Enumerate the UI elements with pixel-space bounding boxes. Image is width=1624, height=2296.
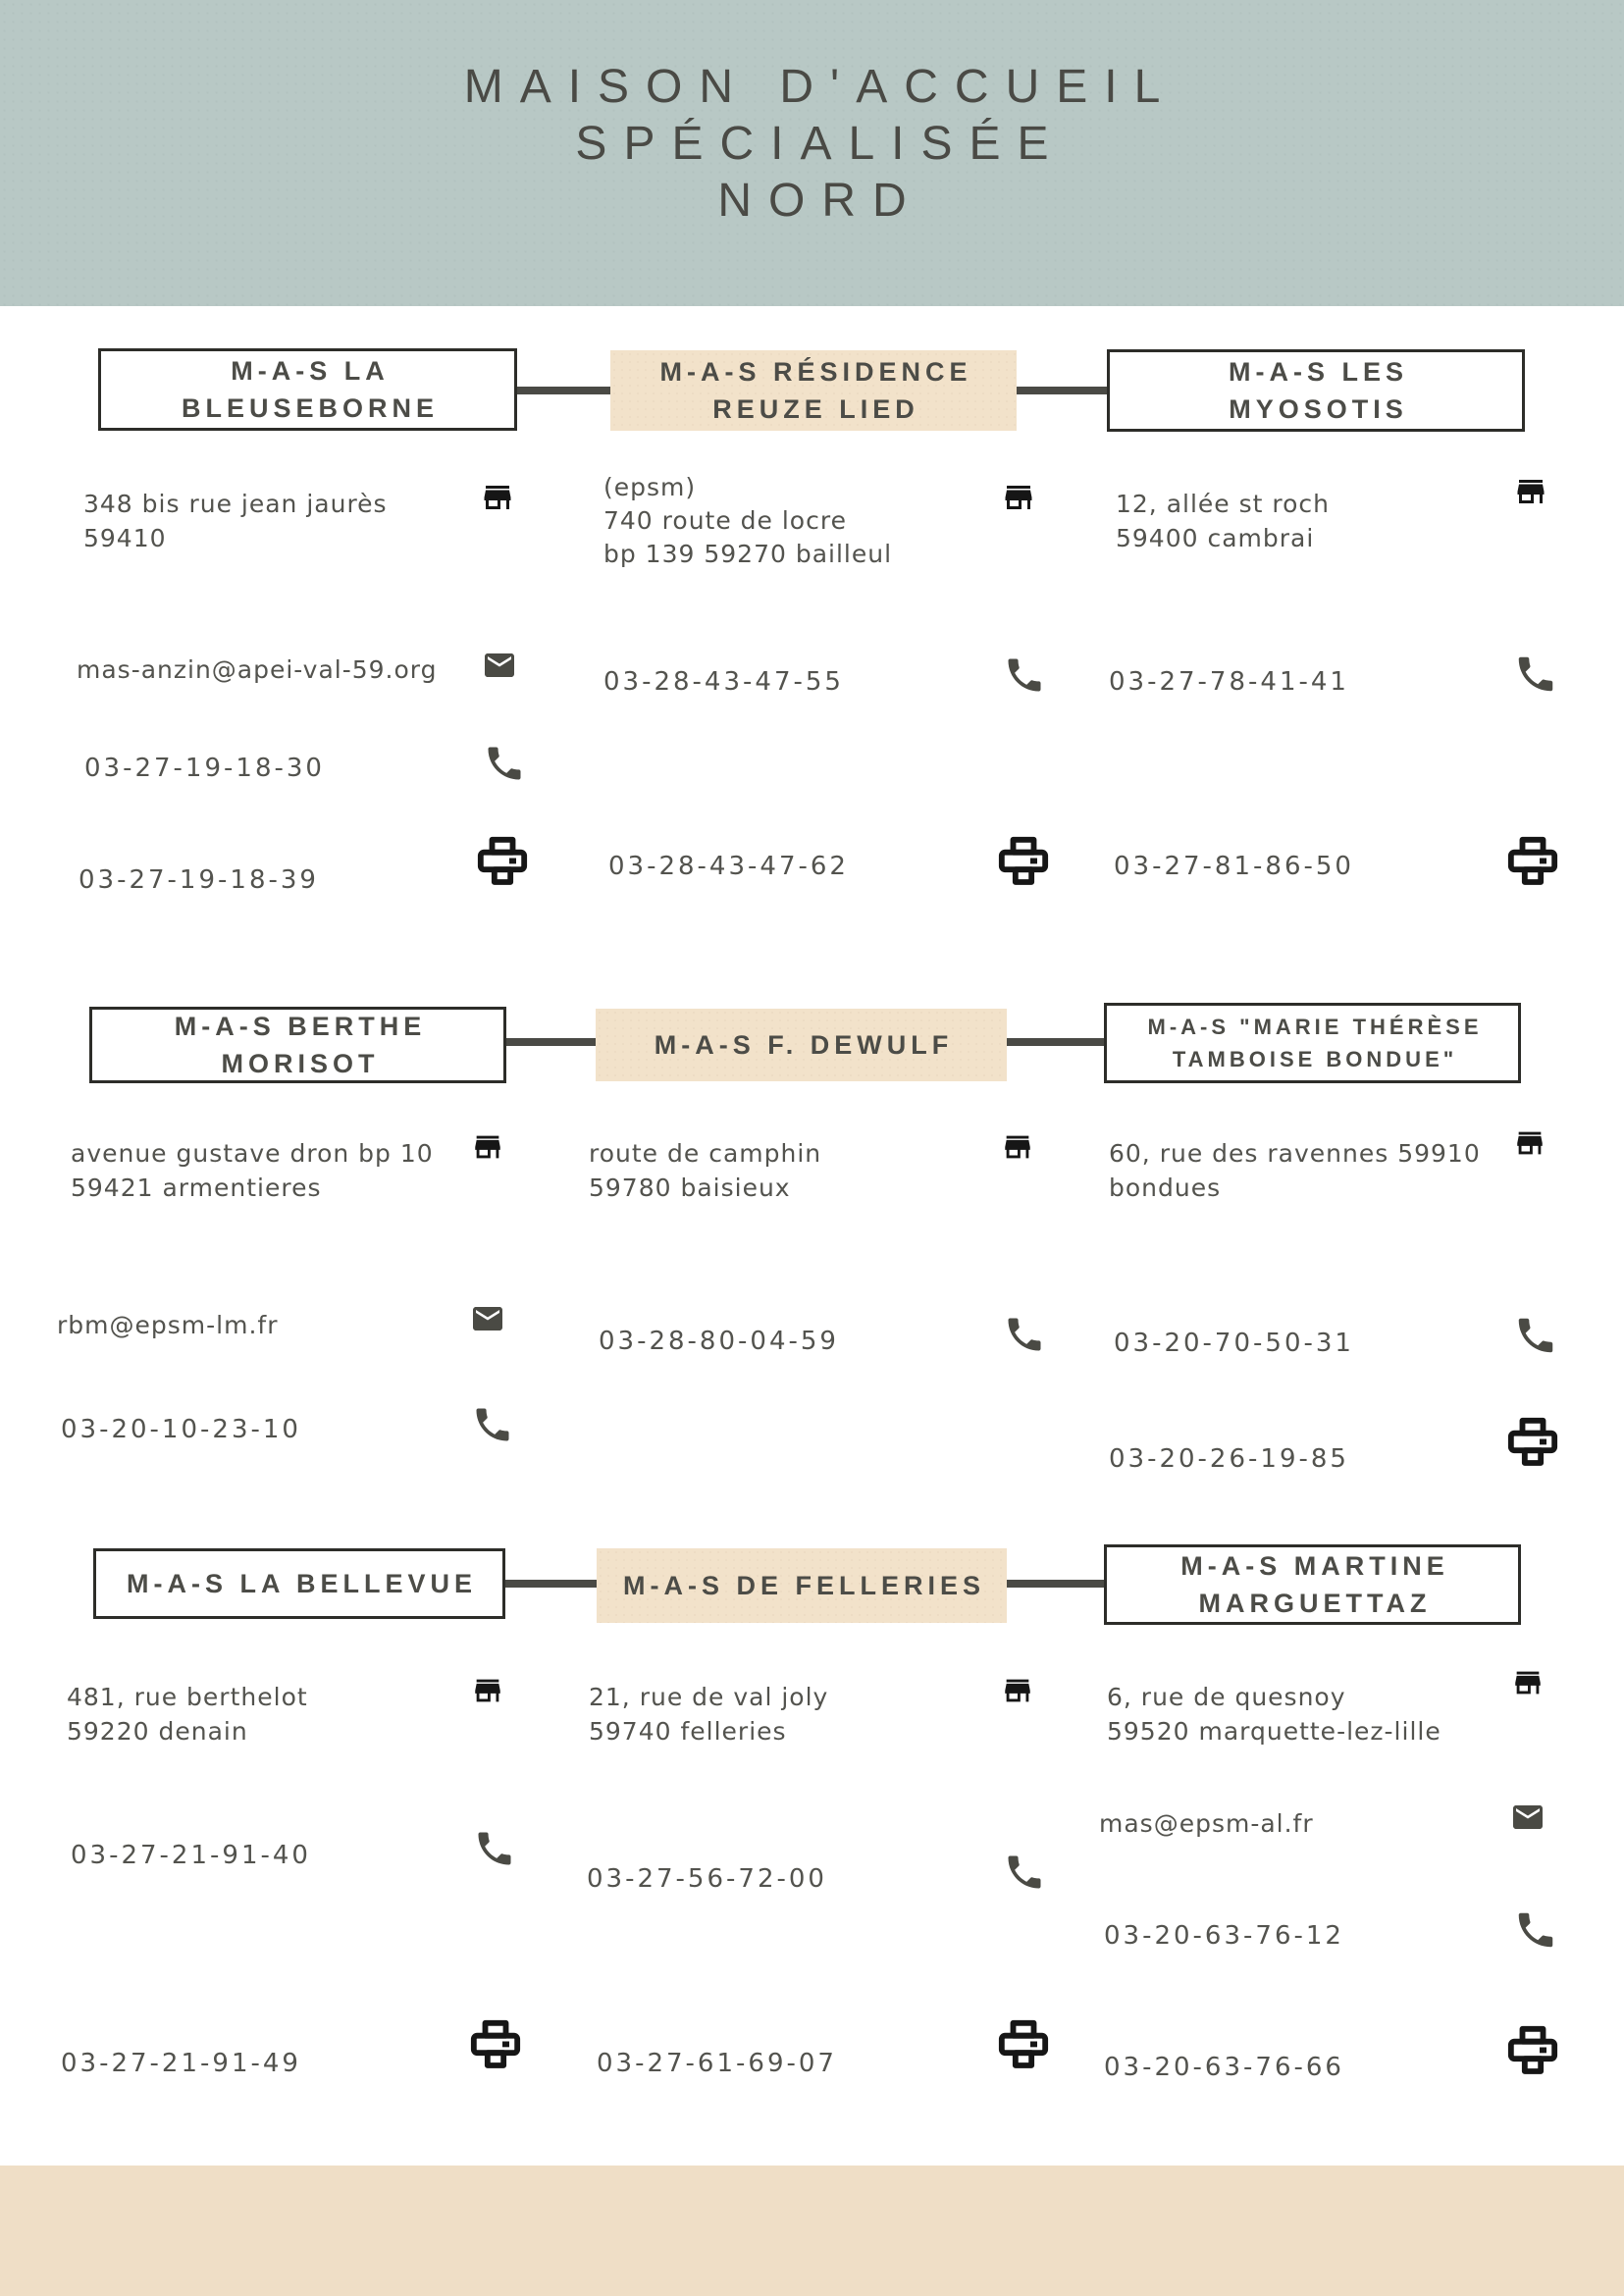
address-line: 59740 felleries	[589, 1717, 787, 1746]
facility-title: MORISOT	[221, 1049, 380, 1078]
storefront-icon	[999, 1130, 1036, 1164]
phone-value: 03-20-63-76-12	[1104, 1921, 1344, 1951]
phone-icon	[471, 1403, 514, 1446]
address-line: 59410	[83, 524, 167, 552]
phone-value: 03-27-56-72-00	[587, 1864, 827, 1894]
facility-title-box-bleuseborne	[98, 348, 517, 431]
envelope-icon	[479, 648, 520, 683]
address-text	[1107, 1680, 1509, 1748]
footer-strip	[0, 2166, 1624, 2296]
address-line: 59400 cambrai	[1116, 524, 1315, 552]
fax-value: 03-27-21-91-49	[61, 2049, 301, 2078]
phone-icon	[1003, 653, 1046, 697]
storefront-icon	[999, 480, 1038, 515]
phone-icon	[1003, 1851, 1046, 1894]
address-line: 59421 armentieres	[71, 1174, 322, 1202]
facility-title-box-marie-therese	[1104, 1003, 1521, 1083]
connector-line	[1007, 1038, 1104, 1046]
facility-title-box-martine-marguettaz	[1104, 1544, 1521, 1625]
address-text	[67, 1680, 459, 1748]
facility-title: MYOSOTIS	[1229, 394, 1408, 424]
connector-line	[506, 1038, 596, 1046]
storefront-icon	[1511, 1126, 1548, 1160]
facility-title-box-f-dewulf	[596, 1009, 1007, 1081]
facility-title: M-A-S F. DEWULF	[654, 1030, 954, 1060]
phone-icon	[1513, 1313, 1558, 1358]
facility-title: M-A-S LES	[1229, 357, 1408, 387]
page-title-line: SPÉCIALISÉE	[575, 118, 1066, 170]
facility-title-box-reuze-lied	[610, 350, 1017, 431]
connector-line	[1007, 1580, 1104, 1588]
phone-value: 03-20-10-23-10	[61, 1415, 301, 1444]
facility-title: M-A-S LA BELLEVUE	[127, 1569, 477, 1598]
phone-icon	[1513, 1907, 1558, 1953]
fax-value: 03-27-81-86-50	[1114, 852, 1354, 881]
page-title-line: NORD	[717, 175, 923, 227]
phone-icon	[1513, 652, 1558, 697]
email-value: rbm@epsm-lm.fr	[57, 1311, 279, 1339]
phone-icon	[473, 1827, 516, 1870]
address-line: bp 139 59270 bailleul	[603, 540, 893, 568]
printer-icon	[1504, 2023, 1561, 2078]
email-value: mas-anzin@apei-val-59.org	[77, 655, 438, 684]
facility-title: M-A-S "MARIE THÉRÈSE	[1147, 1015, 1483, 1039]
address-line: 481, rue berthelot	[67, 1683, 308, 1711]
address-line: avenue gustave dron bp 10	[71, 1139, 434, 1168]
facility-title: BLEUSEBORNE	[181, 393, 440, 423]
facility-title: REUZE LIED	[712, 394, 919, 424]
address-line: 348 bis rue jean jaurès	[83, 490, 388, 518]
storefront-icon	[469, 1130, 506, 1164]
facility-title-box-berthe-morisot	[89, 1007, 506, 1083]
connector-line	[505, 1580, 597, 1588]
connector-line	[1017, 387, 1107, 394]
address-line: 21, rue de val joly	[589, 1683, 829, 1711]
storefront-icon	[478, 480, 517, 515]
page-title-line: MAISON D'ACCUEIL	[463, 61, 1178, 113]
fax-value: 03-20-26-19-85	[1109, 1444, 1349, 1474]
printer-icon	[474, 834, 531, 889]
printer-icon	[1504, 1415, 1561, 1470]
address-line: 12, allée st roch	[1116, 490, 1331, 518]
page-title	[0, 59, 1624, 230]
header-banner	[0, 0, 1624, 306]
facility-title: M-A-S LA	[231, 356, 390, 386]
printer-icon	[995, 2017, 1052, 2072]
address-line: 740 route de locre	[603, 506, 847, 535]
phone-value: 03-27-19-18-30	[84, 754, 325, 783]
phone-value: 03-28-43-47-55	[603, 667, 844, 697]
address-text	[1109, 1136, 1501, 1205]
facility-title: M-A-S BERTHE	[174, 1012, 427, 1041]
address-text	[603, 471, 996, 571]
address-line: 6, rue de quesnoy	[1107, 1683, 1346, 1711]
printer-icon	[467, 2017, 524, 2072]
facility-title: MARGUETTAZ	[1198, 1589, 1432, 1618]
facility-title-box-myosotis	[1107, 349, 1525, 432]
address-line: 59780 baisieux	[589, 1174, 791, 1202]
printer-icon	[1504, 834, 1561, 889]
address-line: 59520 marquette-lez-lille	[1107, 1717, 1441, 1746]
address-line: route de camphin	[589, 1139, 822, 1168]
phone-icon	[483, 742, 526, 785]
fax-value: 03-27-61-69-07	[597, 2049, 837, 2078]
envelope-icon	[467, 1301, 508, 1336]
phone-value: 03-20-70-50-31	[1114, 1329, 1354, 1358]
address-line: 60, rue des ravennes 59910	[1109, 1139, 1481, 1168]
storefront-icon	[999, 1674, 1036, 1707]
phone-value: 03-28-80-04-59	[599, 1327, 839, 1356]
facility-title: M-A-S RÉSIDENCE	[659, 357, 972, 387]
storefront-icon	[1511, 474, 1550, 509]
address-line: (epsm)	[603, 473, 697, 501]
storefront-icon	[1509, 1666, 1546, 1699]
fax-value: 03-20-63-76-66	[1104, 2053, 1344, 2082]
facility-title: M-A-S MARTINE	[1180, 1551, 1449, 1581]
address-text	[589, 1136, 981, 1205]
printer-icon	[995, 834, 1052, 889]
address-line: bondues	[1109, 1174, 1222, 1202]
fax-value: 03-27-19-18-39	[79, 865, 319, 895]
address-text	[1116, 487, 1498, 555]
phone-value: 03-27-78-41-41	[1109, 667, 1349, 697]
connector-line	[517, 387, 610, 394]
address-line: 59220 denain	[67, 1717, 248, 1746]
envelope-icon	[1507, 1800, 1548, 1835]
address-text	[589, 1680, 981, 1748]
phone-value: 03-27-21-91-40	[71, 1841, 311, 1870]
address-text	[83, 487, 466, 555]
facility-title: TAMBOISE BONDUE"	[1172, 1047, 1458, 1071]
storefront-icon	[469, 1674, 506, 1707]
email-value: mas@epsm-al.fr	[1099, 1809, 1314, 1838]
facility-title-box-de-felleries	[597, 1548, 1007, 1623]
facility-title-box-la-bellevue	[93, 1548, 505, 1619]
facility-title: M-A-S DE FELLERIES	[622, 1571, 985, 1600]
address-text	[71, 1136, 463, 1205]
phone-icon	[1003, 1313, 1046, 1356]
fax-value: 03-28-43-47-62	[608, 852, 849, 881]
